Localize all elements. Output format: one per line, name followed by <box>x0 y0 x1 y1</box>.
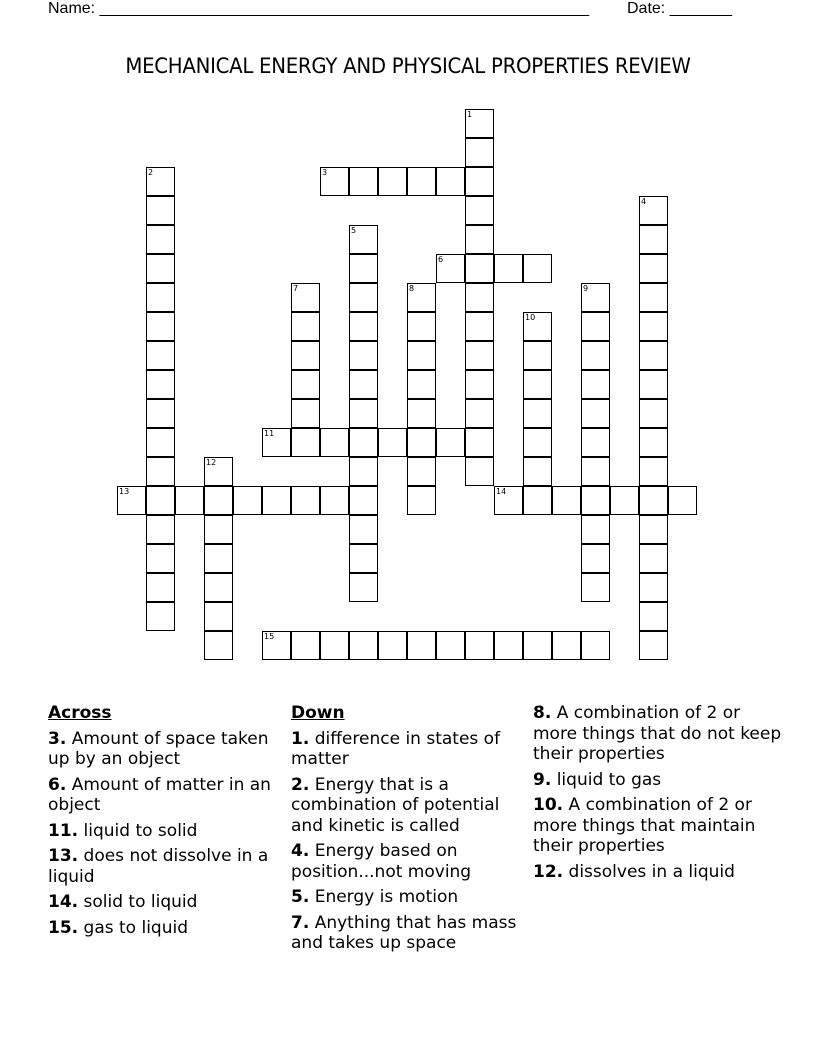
grid-cell[interactable] <box>407 486 436 515</box>
clue-across-11: 11. liquid to solid <box>48 820 198 841</box>
across-heading: Across <box>48 703 112 723</box>
grid-cell[interactable] <box>581 457 610 486</box>
clue-number-9: 9 <box>583 284 589 293</box>
grid-cell[interactable] <box>581 486 610 515</box>
grid-cell[interactable] <box>349 254 378 283</box>
grid-cell[interactable] <box>146 341 175 370</box>
grid-cell[interactable] <box>349 370 378 399</box>
grid-cell[interactable] <box>349 399 378 428</box>
grid-cell[interactable] <box>436 428 465 457</box>
grid-cell[interactable] <box>146 428 175 457</box>
clue-number-8: 8 <box>409 284 415 293</box>
grid-cell[interactable] <box>581 312 610 341</box>
grid-cell[interactable] <box>581 428 610 457</box>
grid-cell[interactable] <box>175 486 204 515</box>
clue-across-6: 6. Amount of matter in an object <box>48 774 271 815</box>
grid-cell[interactable] <box>349 341 378 370</box>
grid-cell[interactable] <box>349 573 378 602</box>
grid-cell[interactable] <box>436 631 465 660</box>
grid-cell[interactable] <box>349 631 378 660</box>
clue-down-12: 12. dissolves in a liquid <box>533 861 735 882</box>
grid-cell[interactable] <box>378 631 407 660</box>
clue-number-5: 5 <box>351 226 357 235</box>
grid-cell[interactable] <box>639 602 668 631</box>
grid-cell[interactable] <box>349 428 378 457</box>
grid-cell[interactable] <box>639 370 668 399</box>
grid-cell[interactable] <box>291 428 320 457</box>
grid-cell[interactable] <box>465 457 494 486</box>
date-field-label: Date: _______ <box>627 0 732 17</box>
grid-cell[interactable] <box>262 486 291 515</box>
grid-cell[interactable] <box>407 428 436 457</box>
grid-cell[interactable] <box>146 283 175 312</box>
clue-down-7: 7. Anything that has mass and takes up space <box>291 912 517 953</box>
grid-cell[interactable] <box>204 602 233 631</box>
grid-cell[interactable] <box>639 312 668 341</box>
grid-cell[interactable] <box>523 486 552 515</box>
grid-cell[interactable] <box>581 515 610 544</box>
grid-cell[interactable] <box>465 167 494 196</box>
grid-cell[interactable] <box>291 399 320 428</box>
grid-cell[interactable] <box>291 341 320 370</box>
grid-cell[interactable] <box>204 573 233 602</box>
clue-across-13: 13. does not dissolve in a liquid <box>48 846 269 887</box>
clue-across-15: 15. gas to liquid <box>48 917 188 938</box>
grid-cell[interactable] <box>378 167 407 196</box>
clue-number-1: 1 <box>467 110 473 119</box>
grid-cell[interactable] <box>407 370 436 399</box>
grid-cell[interactable] <box>552 631 581 660</box>
grid-cell[interactable] <box>639 544 668 573</box>
grid-cell[interactable] <box>146 370 175 399</box>
grid-cell[interactable] <box>349 486 378 515</box>
clue-down-9: 9. liquid to gas <box>533 769 662 790</box>
grid-cell[interactable] <box>581 399 610 428</box>
clue-across-14: 14. solid to liquid <box>48 892 198 912</box>
grid-cell[interactable] <box>465 254 494 283</box>
grid-cell[interactable] <box>146 486 175 515</box>
clue-number-7: 7 <box>293 284 299 293</box>
grid-cell[interactable] <box>436 167 465 196</box>
down-clues <box>291 703 527 959</box>
grid-cell[interactable] <box>639 225 668 254</box>
grid-cell[interactable] <box>204 486 233 515</box>
clue-number-3: 3 <box>322 168 328 177</box>
clue-down-1: 1. difference in states of matter <box>291 728 501 769</box>
grid-cell[interactable] <box>465 341 494 370</box>
grid-cell[interactable] <box>552 486 581 515</box>
grid-cell[interactable] <box>581 544 610 573</box>
grid-cell[interactable] <box>291 312 320 341</box>
grid-cell[interactable] <box>639 428 668 457</box>
grid-cell[interactable] <box>378 428 407 457</box>
grid-cell[interactable] <box>639 631 668 660</box>
grid-cell[interactable] <box>291 631 320 660</box>
grid-cell[interactable] <box>523 254 552 283</box>
name-field-label: Name: _______________________________________________________ <box>48 0 589 17</box>
grid-cell[interactable] <box>465 399 494 428</box>
grid-cell[interactable] <box>146 225 175 254</box>
grid-cell[interactable] <box>668 486 697 515</box>
clue-down-8: 8. A combination of 2 or more things that do not keep their properties <box>533 703 782 764</box>
clue-number-11: 11 <box>264 429 275 438</box>
grid-cell[interactable] <box>349 167 378 196</box>
clue-across-3: 3. Amount of space taken up by an object <box>48 728 269 769</box>
grid-cell[interactable] <box>291 486 320 515</box>
clue-number-14: 14 <box>496 487 507 496</box>
grid-cell[interactable] <box>407 457 436 486</box>
clue-number-13: 13 <box>119 487 130 496</box>
clue-down-10: 10. A combination of 2 or more things that maintain their properties <box>533 795 756 856</box>
grid-cell[interactable] <box>204 544 233 573</box>
grid-cell[interactable] <box>320 428 349 457</box>
grid-cell[interactable] <box>146 573 175 602</box>
grid-cell[interactable] <box>407 341 436 370</box>
grid-cell[interactable] <box>465 312 494 341</box>
grid-cell[interactable] <box>349 283 378 312</box>
grid-cell[interactable] <box>349 457 378 486</box>
grid-cell[interactable] <box>639 341 668 370</box>
grid-cell[interactable] <box>465 370 494 399</box>
grid-cell[interactable] <box>465 225 494 254</box>
clue-number-4: 4 <box>641 197 647 206</box>
clue-number-12: 12 <box>206 458 217 467</box>
grid-cell[interactable] <box>233 486 262 515</box>
grid-cell[interactable] <box>523 428 552 457</box>
grid-cell[interactable] <box>465 138 494 167</box>
grid-cell[interactable] <box>639 486 668 515</box>
grid-cell[interactable] <box>523 370 552 399</box>
grid-cell[interactable] <box>581 573 610 602</box>
grid-cell[interactable] <box>523 399 552 428</box>
clue-number-10: 10 <box>525 313 536 322</box>
grid-cell[interactable] <box>581 631 610 660</box>
grid-cell[interactable] <box>581 370 610 399</box>
clue-number-15: 15 <box>264 632 275 641</box>
grid-cell[interactable] <box>465 631 494 660</box>
grid-cell[interactable] <box>639 283 668 312</box>
grid-cell[interactable] <box>204 631 233 660</box>
grid-cell[interactable] <box>146 196 175 225</box>
clue-number-6: 6 <box>438 255 444 264</box>
grid-cell[interactable] <box>407 312 436 341</box>
grid-cell[interactable] <box>494 631 523 660</box>
grid-cell[interactable] <box>146 399 175 428</box>
grid-cell[interactable] <box>494 254 523 283</box>
grid-cell[interactable] <box>320 486 349 515</box>
grid-cell[interactable] <box>465 428 494 457</box>
clue-down-2: 2. Energy that is a combination of potential and kinetic is called <box>291 774 500 836</box>
clue-number-2: 2 <box>148 168 154 177</box>
grid-cell[interactable] <box>349 544 378 573</box>
grid-cell[interactable] <box>146 457 175 486</box>
page-title: MECHANICAL ENERGY AND PHYSICAL PROPERTIES REVIEW <box>125 54 691 78</box>
grid-cell[interactable] <box>639 254 668 283</box>
grid-cell[interactable] <box>465 283 494 312</box>
grid-cell[interactable] <box>639 399 668 428</box>
grid-cell[interactable] <box>523 457 552 486</box>
grid-cell[interactable] <box>523 631 552 660</box>
clue-down-4: 4. Energy based on position...not moving <box>291 841 472 882</box>
grid-cell[interactable] <box>407 167 436 196</box>
grid-cell[interactable] <box>581 341 610 370</box>
grid-cell[interactable] <box>146 544 175 573</box>
grid-cell[interactable] <box>146 515 175 544</box>
grid-cell[interactable] <box>204 515 233 544</box>
down-heading: Down <box>291 703 345 723</box>
grid-cell[interactable] <box>349 312 378 341</box>
grid-cell[interactable] <box>146 254 175 283</box>
grid-cell[interactable] <box>407 631 436 660</box>
grid-cell[interactable] <box>320 631 349 660</box>
across-clues <box>48 703 284 943</box>
grid-cell[interactable] <box>639 573 668 602</box>
down-clues-continued <box>533 703 783 887</box>
grid-cell[interactable] <box>146 312 175 341</box>
grid-cell[interactable] <box>610 486 639 515</box>
grid-cell[interactable] <box>407 399 436 428</box>
grid-cell[interactable] <box>291 370 320 399</box>
grid-cell[interactable] <box>146 602 175 631</box>
clue-down-5: 5. Energy is motion <box>291 887 459 907</box>
grid-cell[interactable] <box>639 515 668 544</box>
grid-cell[interactable] <box>639 457 668 486</box>
grid-cell[interactable] <box>523 341 552 370</box>
grid-cell[interactable] <box>465 196 494 225</box>
grid-cell[interactable] <box>349 515 378 544</box>
